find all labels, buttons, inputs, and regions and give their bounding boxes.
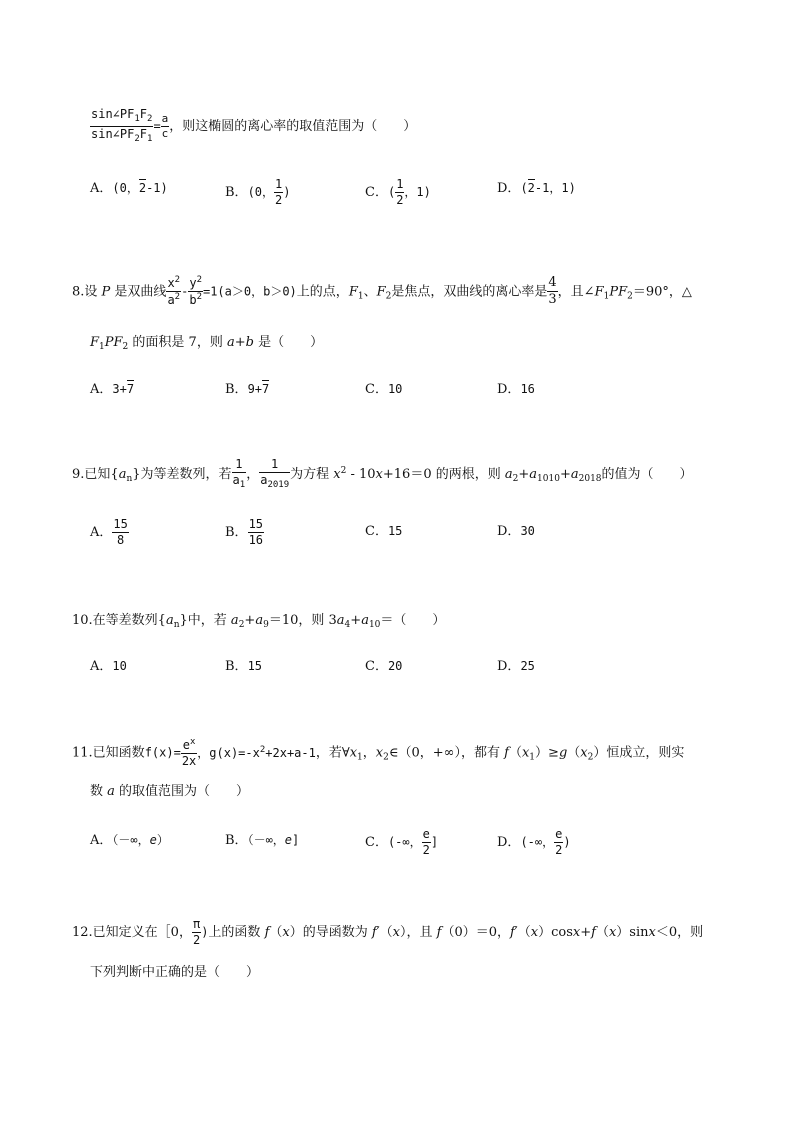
q9-reciprocal-a1: $\frac{1}{a_1}$	[232, 457, 246, 491]
q10-option-a[interactable]: A．10	[90, 659, 127, 674]
q7-option-b[interactable]: B．(0， $\frac{1}{2}$ )	[225, 177, 291, 208]
q7-option-d[interactable]: D．(2-1，1)	[497, 181, 576, 196]
q7-sine-ratio: $\frac{\sin\angle PF_1F_2}{\sin\angle PF_2F_1}$	[91, 107, 153, 144]
q10-option-c[interactable]: C．20	[365, 659, 403, 674]
q7-condition: $\frac{\sin\angle PF_1F_2}{\sin\angle PF_2F_1}$ = $\frac{a}{c}$ ，则这椭圆的离心率的取值范围为（ ）	[91, 107, 417, 144]
q9-option-b[interactable]: B． $\frac{15}{16}$	[225, 517, 264, 548]
q8-option-d[interactable]: D．16	[497, 382, 535, 397]
q11-option-b[interactable]: B．（－∞，e]	[225, 833, 300, 848]
q8-line2: $F_1PF_2$ 的面积是 7，则 a+b 是（ ）	[90, 335, 324, 352]
q12-pi-half: $\frac{\pi}{2}$	[192, 917, 201, 948]
q11-line2: 数 a 的取值范围为（ ）	[90, 784, 250, 799]
q7-option-c[interactable]: C．( $\frac{1}{2}$ ，1)	[365, 177, 431, 208]
q10-line1: 10.在等差数列$\{a_n\}$中，若 $a_2+a_9=10$，则 $3a_4+a_{10}=$（ ）	[72, 613, 446, 630]
q7-question-text: ，则这椭圆的离心率的取值范围为（ ）	[169, 118, 417, 134]
q11-option-c[interactable]: C．(-∞， $\frac{e}{2}$ ]	[365, 827, 439, 858]
q10-option-b[interactable]: B．15	[225, 659, 263, 674]
q7-a-over-c: $\frac{a}{c}$	[161, 111, 169, 140]
q8-option-a[interactable]: A．3+7	[90, 382, 135, 397]
q9-option-a[interactable]: A． $\frac{15}{8}$	[90, 517, 128, 548]
q8-hyperbola-y: $\frac{y^2}{b^2}$	[189, 275, 202, 308]
q7-option-a[interactable]: A．(0，2-1)	[90, 181, 168, 196]
q8-option-c[interactable]: C．10	[365, 382, 403, 397]
q8-eccentricity: $\frac{4}{3}$	[548, 275, 557, 308]
q11-option-d[interactable]: D．(-∞， $\frac{e}{2}$ )	[497, 827, 571, 858]
q12-line1: 12.已知定义在［0， $\frac{\pi}{2}$ )上的函数 f（x）的导函数为 f′（x），且 f（0）＝0，f′（x）cosx+f（x）sinx＜0，则	[72, 917, 704, 948]
q12-line2: 下列判断中正确的是（ ）	[90, 965, 260, 980]
q11-f-fraction: $\frac{e^x}{2x}$	[181, 737, 197, 769]
q9-option-d[interactable]: D．30	[497, 524, 535, 539]
q9-reciprocal-a2019: $\frac{1}{a_{2019}}$	[260, 457, 290, 491]
q11-option-a[interactable]: A．（－∞，e）	[90, 833, 169, 848]
q8-line1: 8.设 P 是双曲线 $\frac{x^2}{a^2}$ - $\frac{y^2}{b^2}$ =1(a＞0，b＞0)上的点，$F_1$、$F_2$是焦点，双曲线的离心率是 $\frac{4}{3}$ ，且$\angle F_1PF_2=90^\circ$，△	[72, 275, 692, 308]
q10-option-d[interactable]: D．25	[497, 659, 535, 674]
q9-line1: 9.已知$\{a_n\}$为等差数列，若 $\frac{1}{a_1}$ ， $\frac{1}{a_{2019}}$ 为方程 $x^2 - 10x+16=0$ 的两根，则 $a_2+a_{1010}+a_{2018}$的值为（ ）	[72, 457, 693, 491]
q8-option-b[interactable]: B．9+7	[225, 382, 270, 397]
q9-option-c[interactable]: C．15	[365, 524, 403, 539]
q8-hyperbola-x: $\frac{x^2}{a^2}$	[167, 275, 181, 308]
q11-line1: 11.已知函数f(x)= $\frac{e^x}{2x}$ ，$g(x)=-x^2+2x+a-1$，若$\forall x_1$，$x_2\in(0$，+∞），都有 $f(x_1)\ge g(x_2)$恒成立，则实	[72, 737, 685, 769]
